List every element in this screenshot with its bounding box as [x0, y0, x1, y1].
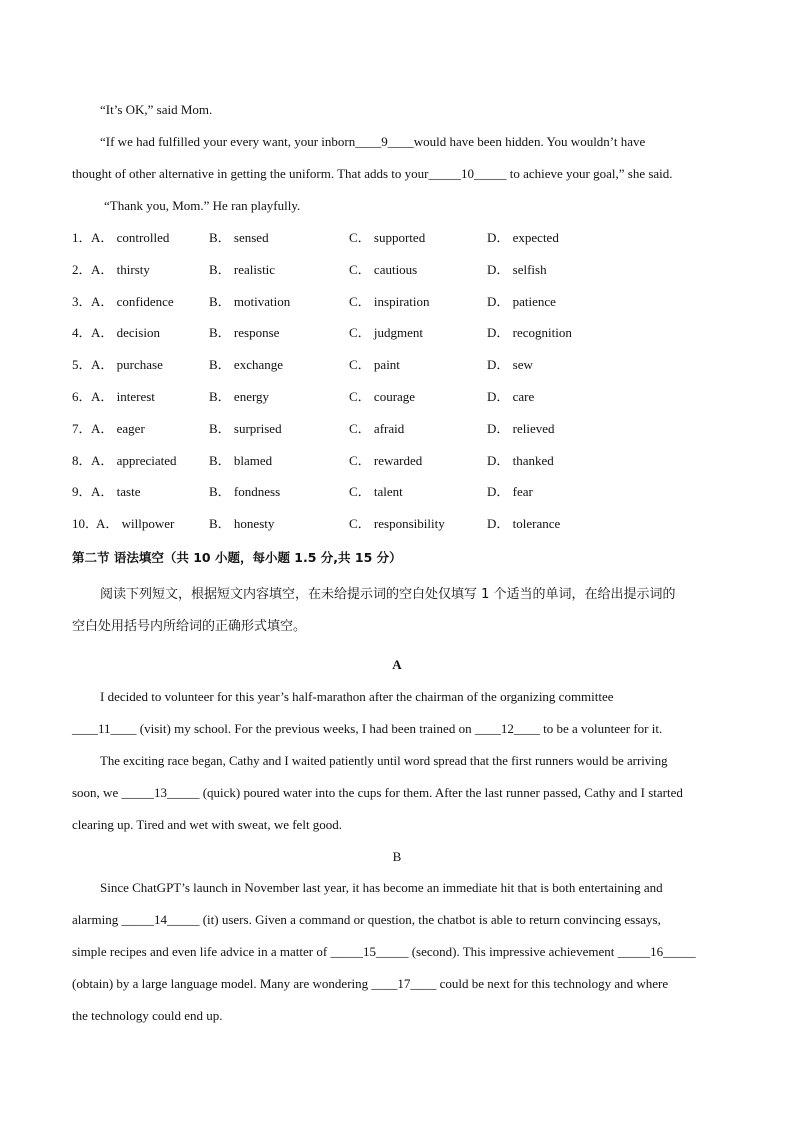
option-d[interactable]: D． recognition [487, 325, 572, 341]
passage-b-line: Since ChatGPT’s launch in November last year, it has become an immediate hit that is both entertaining and [100, 880, 663, 895]
passage-a-line [72, 721, 662, 737]
passage-a-line: I decided to volunteer for this year’s half-marathon after the chairman of the organizing committee [100, 689, 614, 704]
option-a[interactable]: A． appreciated [91, 452, 177, 468]
passage-text: (second). This impressive achievement [408, 944, 618, 959]
passage-text: soon, we [72, 785, 122, 800]
option-d[interactable]: D． expected [487, 230, 559, 245]
section-title: 第二节 语法填空（共 10 小题，每小题 1.5 分,共 15 分） [72, 550, 402, 565]
question-number: 7． [72, 420, 92, 436]
passage-text: (obtain) by a large language model. Many are wondering [72, 976, 372, 991]
question-number: 9． [72, 484, 92, 500]
answer-blank-17[interactable]: ____17____ [371, 976, 437, 991]
option-d[interactable]: D． fear [487, 484, 533, 500]
passage-text: thought of other alternative in getting the uniform. That adds to your [72, 166, 429, 181]
option-b[interactable]: B． exchange [209, 357, 284, 373]
option-c[interactable]: C． paint [349, 357, 400, 373]
passage-text: “If we had fulfilled your every want, your inborn [100, 134, 356, 149]
option-b[interactable]: B． honesty [209, 516, 275, 532]
passage-text: would have been hidden. You wouldn’t have [413, 134, 646, 149]
option-d[interactable]: D． sew [487, 357, 533, 373]
passage-b-line [72, 912, 661, 928]
option-b[interactable]: B． energy [209, 389, 270, 404]
option-c[interactable]: C． judgment [349, 325, 424, 341]
passage-paragraph [104, 198, 300, 214]
passage-a-line [72, 785, 683, 801]
answer-blank-15[interactable]: _____15_____ [330, 944, 409, 959]
passage-text: to achieve your goal,” she said. [506, 166, 673, 181]
option-a[interactable]: A． willpower [96, 516, 175, 532]
passage-b-line: the technology could end up. [72, 1008, 223, 1023]
passage-text: (quick) poured water into the cups for them. After the last runner passed, Cathy and I started [199, 785, 683, 800]
option-a[interactable]: A． thirsty [91, 261, 150, 277]
answer-blank-10[interactable]: _____10_____ [428, 166, 507, 181]
option-b[interactable]: B． blamed [209, 452, 273, 468]
option-c[interactable]: C． afraid [349, 420, 405, 436]
option-d[interactable]: D． care [487, 389, 535, 404]
question-number: 4． [72, 325, 92, 341]
passage-paragraph [100, 134, 645, 150]
question-number: 5． [72, 357, 92, 373]
passage-text: “Thank you, Mom.” He ran playfully. [104, 198, 301, 213]
option-a[interactable]: A． eager [91, 420, 145, 436]
question-number: 8． [72, 452, 92, 468]
option-a[interactable]: A． decision [91, 325, 160, 341]
passage-text: “It’s OK,” said Mom. [100, 102, 213, 117]
option-d[interactable]: D． tolerance [487, 516, 561, 532]
option-d[interactable]: D． thanked [487, 452, 554, 468]
option-c[interactable]: C． supported [349, 230, 426, 245]
option-b[interactable]: B． realistic [209, 261, 276, 277]
passage-paragraph [100, 102, 212, 118]
answer-blank-11[interactable]: ____11____ [72, 721, 137, 736]
option-c[interactable]: C． courage [349, 389, 416, 404]
option-b[interactable]: B． sensed [209, 230, 269, 245]
passage-a-line: clearing up. Tired and wet with sweat, we felt good. [72, 817, 343, 832]
instruction-text: 阅读下列短文，根据短文内容填空，在未给提示词的空白处仅填写 1 个适当的单词，在给出提示词的 [100, 587, 676, 602]
passage-text: alarming [72, 912, 122, 927]
option-b[interactable]: B． response [209, 325, 280, 341]
option-c[interactable]: C． inspiration [349, 293, 430, 309]
passage-b-line [72, 976, 668, 992]
passage-text: could be next for this technology and where [436, 976, 669, 991]
option-a[interactable]: A． taste [91, 484, 141, 500]
answer-blank-9[interactable]: ____9____ [355, 134, 414, 149]
question-number: 6． [72, 389, 92, 404]
answer-blank-14[interactable]: _____14_____ [121, 912, 200, 927]
passage-text: to be a volunteer for it. [539, 721, 663, 736]
option-c[interactable]: C． talent [349, 484, 403, 500]
answer-blank-16[interactable]: _____16_____ [617, 944, 696, 959]
answer-blank-12[interactable]: ____12____ [474, 721, 540, 736]
option-a[interactable]: A． interest [91, 389, 155, 404]
passage-paragraph [72, 166, 673, 182]
passage-a-line: The exciting race began, Cathy and I waited patiently until word spread that the first runners would be arriving [100, 754, 668, 768]
option-c[interactable]: C． rewarded [349, 452, 423, 468]
option-a[interactable]: A． controlled [91, 230, 170, 245]
question-number: 1． [72, 230, 92, 245]
option-d[interactable]: D． relieved [487, 420, 555, 436]
option-d[interactable]: D． selfish [487, 261, 547, 277]
passage-text: (visit) my school. For the previous weeks, I had been trained on [136, 721, 475, 736]
instruction-text: 空白处用括号内所给词的正确形式填空。 [72, 619, 307, 634]
option-a[interactable]: A． confidence [91, 293, 174, 309]
passage-text: (it) users. Given a command or question, the chatbot is able to return convincing essays, [199, 912, 661, 927]
question-number: 2． [72, 261, 92, 277]
passage-b-label: B [392, 849, 402, 864]
option-b[interactable]: B． surprised [209, 420, 282, 436]
question-number: 3． [72, 293, 92, 309]
passage-a-label: A [392, 657, 402, 672]
passage-text: simple recipes and even life advice in a matter of [72, 944, 331, 959]
option-b[interactable]: B． motivation [209, 293, 291, 309]
question-number: 10． [72, 516, 99, 532]
passage-b-line [72, 944, 696, 960]
answer-blank-13[interactable]: _____13_____ [121, 785, 200, 800]
option-a[interactable]: A． purchase [91, 357, 163, 373]
option-c[interactable]: C． cautious [349, 261, 418, 277]
option-d[interactable]: D． patience [487, 293, 556, 309]
option-c[interactable]: C． responsibility [349, 516, 445, 532]
option-b[interactable]: B． fondness [209, 484, 281, 500]
